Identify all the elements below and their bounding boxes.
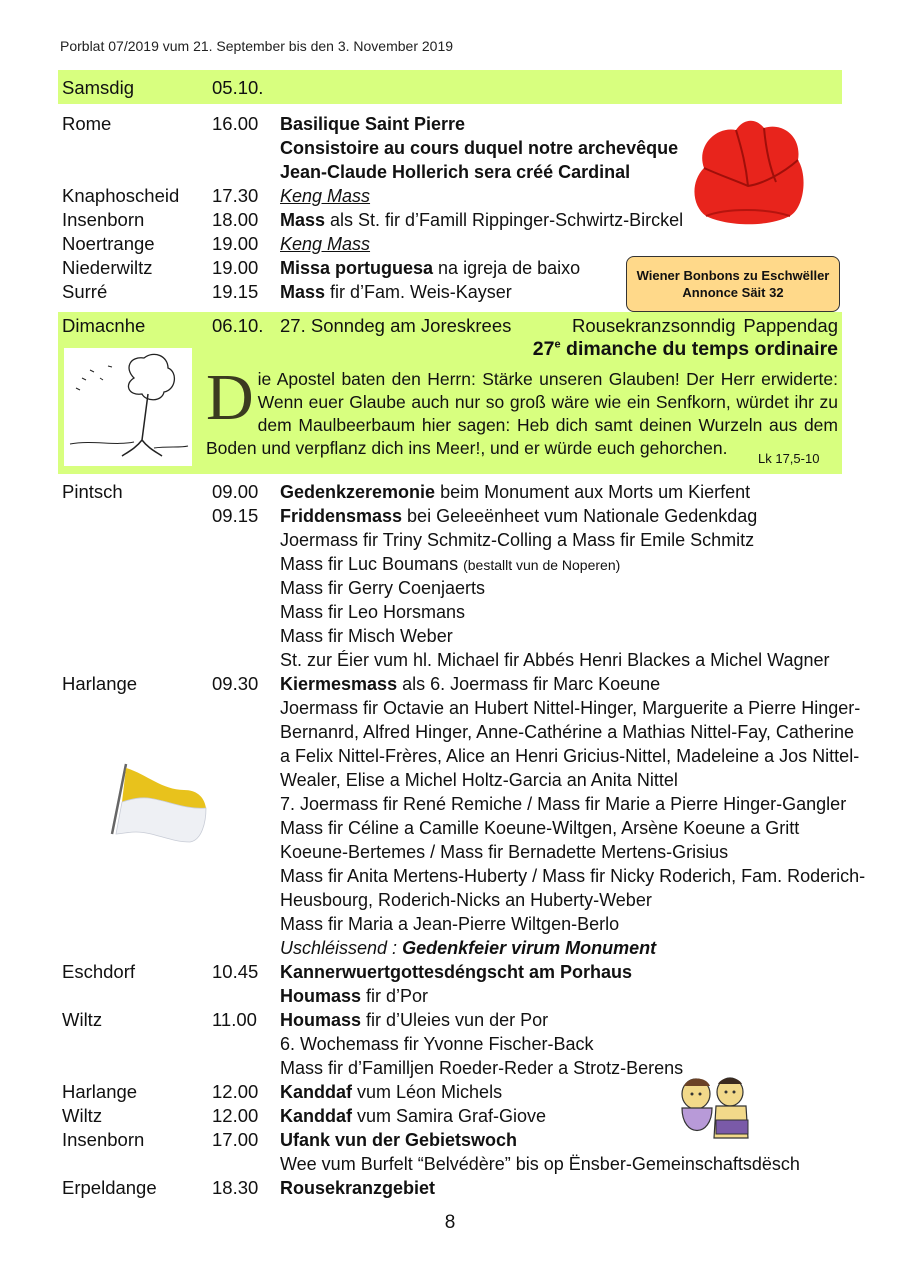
time: 19.15 [212, 281, 259, 302]
time: 19.00 [212, 233, 259, 254]
harlange-line: Mass fir Anita Mertens-Huberty / Mass fir Nicky Roderich, Fam. Roderich- [280, 866, 866, 886]
mass-bold: Mass [280, 282, 326, 302]
time: 18.30 [212, 1177, 259, 1198]
text: bei Geleeënheet vum Nationale Gedenkdag [402, 506, 758, 526]
bold: Kanddaf [280, 1082, 352, 1102]
time: 16.00 [212, 113, 259, 134]
tree-drawing [64, 348, 192, 466]
date-label: 05.10. [212, 77, 264, 98]
surre-text [280, 280, 512, 304]
time: 09.00 [212, 481, 259, 502]
ordinal-suffix: e [554, 338, 561, 351]
place: Surré [62, 281, 108, 302]
wiltz-line-2: 6. Wochemass fir Yvonne Fischer-Back [280, 1034, 594, 1054]
advertisement-box [626, 256, 840, 312]
text: fir d’Uleies vun der Por [361, 1010, 549, 1030]
time: 09.15 [212, 505, 259, 526]
page-number: 8 [444, 1212, 456, 1233]
place: Insenborn [62, 209, 145, 230]
keng-mass: Keng Mass [280, 234, 371, 254]
place: Noertrange [62, 233, 155, 254]
text: beim Monument aux Morts um Kierfent [435, 482, 751, 502]
cardinal-biretta-icon [686, 116, 812, 228]
pintsch-line-3: Joermass fir Triny Schmitz-Colling a Mass fir Emile Schmitz [280, 530, 755, 550]
time: 12.00 [212, 1105, 259, 1126]
harlange-line: Heusbourg, Roderich-Nicks an Huberty-Weber [280, 890, 652, 910]
bold-italic: Gedenkfeier virum Monument [402, 938, 657, 958]
harlange-line: Koeune-Bertemes / Mass fir Bernadette Mertens-Grisius [280, 842, 729, 862]
page-header: Porblat 07/2019 vum 21. September bis den 3. November 2019 [60, 38, 454, 54]
harlange-line: Bernanrd, Alfred Hinger, Anne-Cathérine a Mathias Nittel-Fay, Catherine [280, 722, 854, 742]
time: 12.00 [212, 1081, 259, 1102]
erpeldange-text: Rousekranzgebiet [280, 1178, 436, 1198]
text: als 6. Joermass fir Marc Koeune [397, 674, 661, 694]
keng-mass: Keng Mass [280, 186, 371, 206]
pintsch-line-7: Mass fir Misch Weber [280, 626, 453, 646]
time: 18.00 [212, 209, 259, 230]
harlange-line: Joermass fir Octavie an Hubert Nittel-Hinger, Marguerite a Pierre Hinger- [280, 698, 861, 718]
sunday-heading [62, 314, 838, 338]
ordinal-number: 27 [532, 338, 555, 360]
mass-text: na igreja de baixo [433, 258, 581, 278]
ad-line-1: Wiener Bonbons zu Eschwëller [636, 268, 830, 283]
rome-line-2: Consistoire au cours duquel notre archevêque [280, 138, 679, 158]
place: Eschdorf [62, 961, 136, 982]
place: Harlange [62, 1081, 138, 1102]
place: Wiltz [62, 1105, 103, 1126]
ad-line-2: Annonce Säit 32 [682, 285, 784, 300]
wiltz-line-3: Mass fir d’Familljen Roeder-Reder a Strotz-Berens [280, 1058, 684, 1078]
pintsch-line-6: Mass fir Leo Horsmans [280, 602, 466, 622]
harlange-line: a Felix Nittel-Frères, Alice an Henri Gricius-Nittel, Madeleine a Jos Nittel- [280, 746, 860, 766]
place: Wiltz [62, 1009, 103, 1030]
gospel-text: ie Apostel baten den Herrn: Stärke unseren Glauben! Der Herr erwiderte: Wenn euer Glaube auch nur so groß wäre wie ein Senfkorn, würdet ihr zu dem Maulbeerbaum hier sagen: Heb dich samt deinen Wurzeln aus dem Boden und verpflanz dich ins Meer!, und er würde euch gehorchen. [206, 369, 838, 458]
wiltz-baptism-text [280, 1104, 546, 1128]
time: 10.45 [212, 961, 259, 982]
insenborn-2-line-2: Wee vum Burfelt “Belvédère” bis op Ënsber-Gemeinschaftsdësch [280, 1154, 800, 1174]
mass-text: als St. fir d’Famill Rippinger-Schwirtz-Birckel [325, 210, 684, 230]
tree-illustration [64, 348, 192, 466]
bold: Gedenkzeremonie [280, 482, 436, 502]
pope-day: Pappendag [743, 315, 838, 336]
pintsch-line-1 [280, 480, 750, 504]
bold: Friddensmass [280, 506, 403, 526]
harlange-closing [280, 936, 656, 960]
harlange-line-1 [280, 672, 660, 696]
harlange-line: Wealer, Elise a Michel Holtz-Garcia an Anita Nittel [280, 770, 678, 790]
pintsch-line-8: St. zur Éier vum hl. Michael fir Abbés Henri Blackes a Michel Wagner [280, 650, 830, 670]
vatican-flag-icon [106, 760, 210, 850]
place: Insenborn [62, 1129, 145, 1150]
pintsch-line-4 [280, 552, 620, 577]
mass-text: fir d’Fam. Weis-Kayser [325, 282, 512, 302]
text: fir d’Por [361, 986, 429, 1006]
drop-cap: D [206, 361, 254, 434]
bold: Houmass [280, 986, 362, 1006]
place: Pintsch [62, 481, 123, 502]
text: vum Samira Graf-Giove [352, 1106, 547, 1126]
french-title-rest: dimanche du temps ordinaire [560, 338, 838, 360]
place: Harlange [62, 673, 138, 694]
sunday-title: 27. Sonndeg am Joreskrees [280, 315, 512, 336]
rome-line-3: Jean-Claude Hollerich sera créé Cardinal [280, 162, 631, 182]
rosary-sunday: Rousekranzsonndig [572, 315, 736, 336]
time: 19.00 [212, 257, 259, 278]
wiltz-line-1 [280, 1008, 548, 1032]
place: Niederwiltz [62, 257, 153, 278]
rome-line-1: Basilique Saint Pierre [280, 114, 466, 134]
day-label: Samsdig [62, 77, 134, 98]
text: vum Léon Michels [352, 1082, 503, 1102]
day-label: Dimacnhe [62, 315, 146, 336]
date-label: 06.10. [212, 315, 264, 336]
bold: Kiermesmass [280, 674, 398, 694]
eschdorf-line-1: Kannerwuertgottesdéngscht am Porhaus [280, 962, 633, 982]
time: 11.00 [212, 1009, 257, 1030]
place: Rome [62, 113, 112, 134]
italic: Uschléissend : [280, 938, 403, 958]
noertrange-text [280, 232, 370, 256]
insenborn-text [280, 208, 683, 232]
french-title [533, 338, 838, 361]
niederwiltz-text [280, 256, 580, 280]
text: Mass fir Luc Boumans [280, 554, 464, 574]
mass-bold: Missa portuguesa [280, 258, 434, 278]
time: 17.00 [212, 1129, 259, 1150]
harlange-baptism-text [280, 1080, 502, 1104]
knaphoscheid-text [280, 184, 370, 208]
children-cartoon-icon [676, 1074, 752, 1142]
place: Erpeldange [62, 1177, 157, 1198]
note: (bestallt vun de Noperen) [463, 557, 621, 573]
gospel-reference: Lk 17,5-10 [758, 451, 820, 466]
harlange-line: Mass fir Maria a Jean-Pierre Wiltgen-Berlo [280, 914, 620, 934]
place: Knaphoscheid [62, 185, 180, 206]
gospel-passage [206, 361, 838, 460]
mass-bold: Mass [280, 210, 326, 230]
pintsch-line-5: Mass fir Gerry Coenjaerts [280, 578, 486, 598]
time: 09.30 [212, 673, 259, 694]
bold: Kanddaf [280, 1106, 352, 1126]
pintsch-line-2 [280, 504, 757, 528]
bold: Houmass [280, 1010, 362, 1030]
eschdorf-line-2 [280, 984, 428, 1008]
harlange-line: Mass fir Céline a Camille Koeune-Wiltgen, Arsène Koeune a Gritt [280, 818, 800, 838]
insenborn-2-line-1: Ufank vun der Gebietswoch [280, 1130, 518, 1150]
harlange-line: 7. Joermass fir René Remiche / Mass fir Marie a Pierre Hinger-Gangler [280, 794, 847, 814]
time: 17.30 [212, 185, 259, 206]
